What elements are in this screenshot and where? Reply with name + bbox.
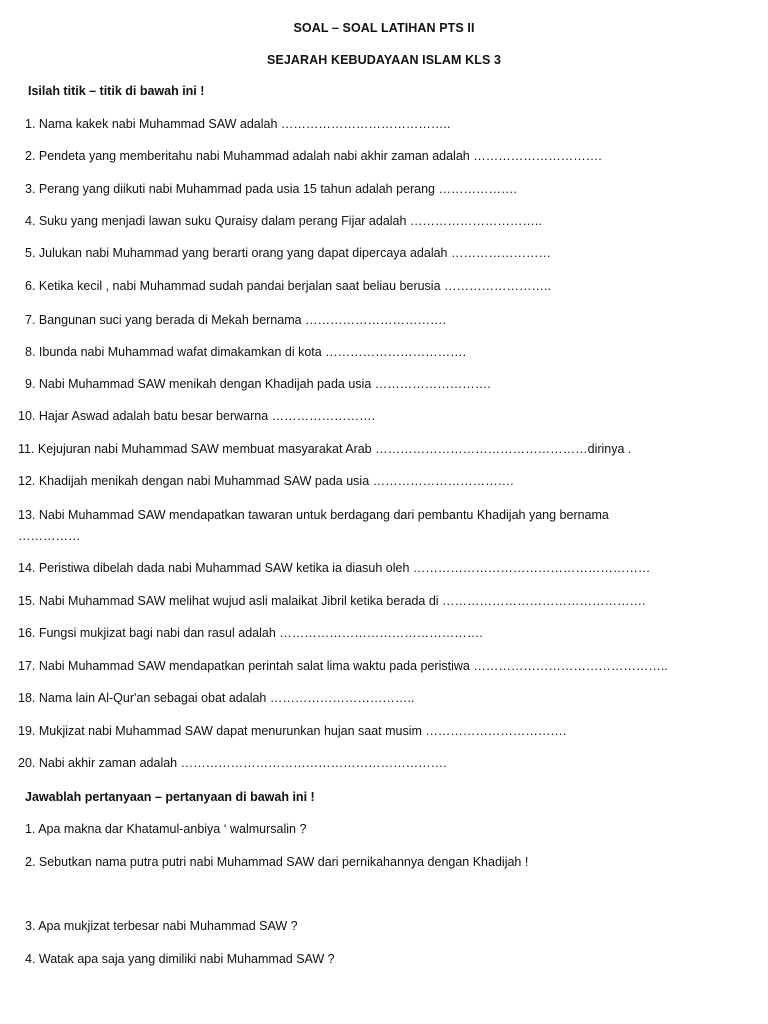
question-7: 7. Bangunan suci yang berada di Mekah bernama …………………………….: [25, 313, 447, 327]
question-3: 3. Perang yang diikuti nabi Muhammad pada usia 15 tahun adalah perang ……………….: [25, 182, 517, 196]
question-12: 12. Khadijah menikah dengan nabi Muhammad SAW pada usia …………………………….: [18, 474, 514, 488]
question-5: 5. Julukan nabi Muhammad yang berarti orang yang dapat dipercaya adalah ……………………: [25, 246, 551, 260]
question-15: 15. Nabi Muhammad SAW melihat wujud asli malaikat Jibril ketika berada di ………………………………………….: [18, 594, 646, 608]
essay-question-2: 2. Sebutkan nama putra putri nabi Muhammad SAW dari pernikahannya dengan Khadijah !: [25, 855, 529, 869]
essay-question-1: 1. Apa makna dar Khatamul-anbiya ‘ walmursalin ?: [25, 822, 307, 836]
question-10: 10. Hajar Aswad adalah batu besar berwarna …………………….: [18, 409, 376, 423]
question-13: 13. Nabi Muhammad SAW mendapatkan tawaran untuk berdagang dari pembantu Khadijah yang bernama: [18, 508, 609, 522]
question-1: 1. Nama kakek nabi Muhammad SAW adalah …………………………………..: [25, 117, 451, 131]
question-14: 14. Peristiwa dibelah dada nabi Muhammad SAW ketika ia diasuh oleh …………………………………………………: [18, 561, 651, 575]
question-6: 6. Ketika kecil , nabi Muhammad sudah pandai berjalan saat beliau berusia ……………………..: [25, 279, 551, 293]
essay-question-4: 4. Watak apa saja yang dimiliki nabi Muhammad SAW ?: [25, 952, 335, 966]
worksheet-title: SOAL – SOAL LATIHAN PTS II: [293, 21, 475, 35]
section1-heading: Isilah titik – titik di bawah ini !: [28, 84, 205, 98]
question-17: 17. Nabi Muhammad SAW mendapatkan perintah salat lima waktu pada peristiwa ………………………………………..: [18, 659, 668, 673]
essay-question-3: 3. Apa mukjizat terbesar nabi Muhammad SAW ?: [25, 919, 298, 933]
question-18: 18. Nama lain Al-Qur'an sebagai obat adalah ……………………………..: [18, 691, 415, 705]
question-4: 4. Suku yang menjadi lawan suku Quraisy dalam perang Fijar adalah …………………………..: [25, 214, 542, 228]
question-8: 8. Ibunda nabi Muhammad wafat dimakamkan di kota …………………………….: [25, 345, 467, 359]
section2-heading: Jawablah pertanyaan – pertanyaan di bawah ini !: [25, 790, 315, 804]
question-2: 2. Pendeta yang memberitahu nabi Muhammad adalah nabi akhir zaman adalah ………………………….: [25, 149, 602, 163]
question-20: 20. Nabi akhir zaman adalah ……………………………………………………….: [18, 756, 447, 770]
question-16: 16. Fungsi mukjizat bagi nabi dan rasul adalah ………………………………………….: [18, 626, 483, 640]
worksheet-subtitle: SEJARAH KEBUDAYAAN ISLAM KLS 3: [266, 53, 502, 67]
question-11: 11. Kejujuran nabi Muhammad SAW membuat masyarakat Arab ……………………………………………dirinya .: [18, 442, 632, 456]
question-13-continuation: ……………: [18, 529, 81, 543]
question-19: 19. Mukjizat nabi Muhammad SAW dapat menurunkan hujan saat musim …………………………….: [18, 724, 567, 738]
question-9: 9. Nabi Muhammad SAW menikah dengan Khadijah pada usia ……………………….: [25, 377, 491, 391]
